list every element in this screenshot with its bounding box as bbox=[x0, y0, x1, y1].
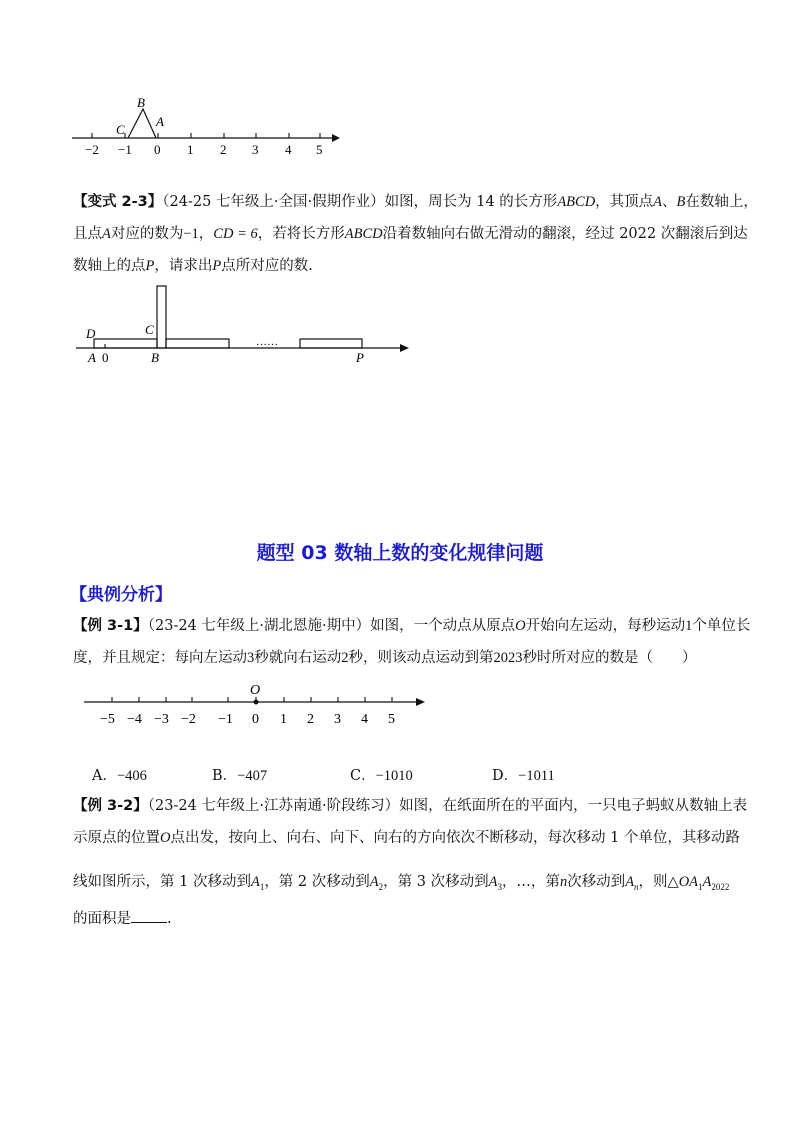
fig3-origin-label: O bbox=[250, 683, 261, 698]
fig1-tick-label: −2 bbox=[85, 142, 99, 157]
math-equation: CD = 6 bbox=[213, 226, 258, 242]
text: 在数轴上， bbox=[685, 194, 758, 210]
text: ，请求出 bbox=[154, 258, 213, 274]
example-3-2 bbox=[73, 790, 748, 935]
option-value: −407 bbox=[237, 768, 268, 784]
text: 示原点的位置 bbox=[73, 830, 160, 846]
fig2-dots: …… bbox=[256, 336, 278, 348]
math-point: A bbox=[102, 226, 111, 242]
fig1-tick-label: −1 bbox=[118, 142, 132, 157]
text: 点所对应的数. bbox=[221, 258, 313, 274]
subscript: 3 bbox=[497, 881, 502, 892]
variant-2-3 bbox=[73, 186, 758, 282]
fig2-label-a: A bbox=[88, 350, 96, 365]
origin-point bbox=[254, 700, 259, 705]
fig2-label-c: C bbox=[145, 322, 154, 337]
fig2-label-zero: 0 bbox=[102, 350, 109, 365]
answer-blank[interactable] bbox=[131, 908, 167, 923]
option-letter: B． bbox=[212, 768, 238, 784]
math-point: P bbox=[212, 258, 222, 274]
fig3-tick-label: 1 bbox=[280, 712, 287, 727]
fig1-label-b: B bbox=[137, 95, 145, 110]
subscript: 1 bbox=[259, 881, 265, 892]
subscript: 1 bbox=[698, 881, 703, 892]
fig1-tick-label: 1 bbox=[187, 142, 194, 157]
fig1-tick-label: 2 bbox=[220, 142, 227, 157]
fig3-tick-label: −4 bbox=[127, 712, 142, 727]
text: ，第 3 次移动到 bbox=[383, 874, 489, 890]
subscript: 2022 bbox=[711, 881, 730, 892]
math-number: 1 bbox=[685, 618, 693, 634]
fig2-label-p: P bbox=[356, 350, 364, 365]
text: 对应的数为 bbox=[110, 226, 184, 242]
text: 数轴上的点 bbox=[73, 258, 146, 274]
section-heading: 题型 03 数轴上数的变化规律问题 bbox=[256, 542, 544, 564]
fig1-tick-label: 3 bbox=[252, 142, 259, 157]
text: 沿着数轴向右做无滑动的翻滚，经过 2022 次翻滚后到达 bbox=[382, 226, 748, 242]
text: 且点 bbox=[73, 226, 102, 242]
math-number: 2 bbox=[341, 650, 349, 666]
text: 开始向左运动，每秒运动 bbox=[525, 618, 686, 634]
option-letter: C． bbox=[350, 768, 376, 784]
option-b[interactable] bbox=[212, 764, 267, 785]
fig2-label-b: B bbox=[151, 350, 159, 365]
math-number: 3 bbox=[247, 650, 255, 666]
figure-number-line-origin bbox=[80, 678, 430, 738]
option-letter: D． bbox=[492, 768, 519, 784]
fig3-tick-label: 5 bbox=[388, 712, 395, 727]
option-d[interactable] bbox=[492, 764, 555, 785]
text: 如图，周长为 14 的长方形 bbox=[384, 194, 558, 210]
example-3-1 bbox=[73, 610, 751, 674]
text: ，则 bbox=[638, 874, 668, 890]
option-c[interactable] bbox=[350, 764, 413, 785]
fig3-tick-label: 3 bbox=[334, 712, 341, 727]
fig3-tick-label: 0 bbox=[252, 712, 259, 727]
fig3-tick-label: 2 bbox=[307, 712, 314, 727]
text: ，第 2 次移动到 bbox=[264, 874, 370, 890]
option-value: −406 bbox=[116, 768, 147, 784]
math-point: A bbox=[653, 194, 663, 210]
option-a[interactable] bbox=[92, 764, 147, 785]
fig1-tick-label: 0 bbox=[154, 142, 161, 157]
math-point: O bbox=[160, 830, 171, 846]
math-triangle: △OA bbox=[667, 874, 699, 890]
fig3-tick-label: −3 bbox=[154, 712, 169, 727]
text: 个单位长 bbox=[692, 618, 751, 634]
text: ， bbox=[198, 226, 214, 242]
text: 线如图所示，第 1 次移动到 bbox=[73, 874, 251, 890]
fig1-tick-label: 4 bbox=[285, 142, 292, 157]
fig3-tick-label: −2 bbox=[181, 712, 196, 727]
variant-tag: 【变式 2-3】 bbox=[73, 194, 163, 210]
fig2-label-d: D bbox=[86, 326, 96, 341]
example-tag: 【例 3-1】 bbox=[73, 618, 148, 634]
example-source: （23-24 七年级上·湖北恩施·期中） bbox=[147, 618, 371, 634]
text: ，…，第 bbox=[501, 874, 560, 890]
math-point: A bbox=[488, 874, 498, 890]
math-variable: n bbox=[559, 874, 568, 890]
text: 秒，则该动点运动到第 bbox=[348, 650, 494, 666]
math-point: O bbox=[515, 618, 526, 634]
text: 如图，一个动点从原点 bbox=[370, 618, 516, 634]
math-point: A bbox=[369, 874, 379, 890]
math-rect: ABCD bbox=[557, 194, 596, 210]
fig3-tick-label: 4 bbox=[361, 712, 368, 727]
text: 、 bbox=[662, 194, 677, 210]
math-point: P bbox=[145, 258, 155, 274]
fig1-tick-label: 5 bbox=[316, 142, 323, 157]
example-tag: 【例 3-2】 bbox=[73, 798, 148, 814]
text: 点出发，按向上、向右、向下、向右的方向依次不断移动，每次移动 1 个单位，其移动路 bbox=[170, 830, 740, 846]
math-number: −1 bbox=[183, 226, 199, 242]
subscript: n bbox=[634, 881, 639, 892]
math-point: A bbox=[625, 874, 635, 890]
subscript: 2 bbox=[378, 881, 384, 892]
text: . bbox=[167, 910, 172, 927]
math-point: B bbox=[676, 194, 686, 210]
option-value: −1011 bbox=[518, 768, 555, 784]
math-point: A bbox=[702, 874, 712, 890]
section-typical-analysis: 【典例分析】 bbox=[70, 585, 172, 605]
text: 如图，在纸面所在的平面内，一只电子蚂蚁从数轴上表 bbox=[399, 798, 748, 814]
variant-source: （24-25 七年级上·全国·假期作业） bbox=[162, 194, 385, 210]
math-number: 2023 bbox=[493, 650, 523, 666]
text: ，其顶点 bbox=[595, 194, 654, 210]
figure-rolling-rectangle bbox=[72, 282, 417, 372]
option-letter: A． bbox=[92, 768, 117, 784]
example-source: （23-24 七年级上·江苏南通·阶段练习） bbox=[147, 798, 400, 814]
option-value: −1010 bbox=[375, 768, 413, 784]
text: 度，并且规定：每向左运动 bbox=[73, 650, 247, 666]
fig1-label-a: A bbox=[156, 114, 164, 129]
text: 次移动到 bbox=[567, 874, 626, 890]
math-rect: ABCD bbox=[344, 226, 383, 242]
figure-number-line-triangle bbox=[70, 92, 350, 162]
text: 秒时所对应的数是（ ） bbox=[522, 650, 697, 666]
math-point: A bbox=[250, 874, 260, 890]
text: ，若将长方形 bbox=[257, 226, 345, 242]
fig3-tick-label: −5 bbox=[100, 712, 115, 727]
fig1-label-c: C bbox=[116, 122, 125, 137]
text: 的面积是 bbox=[73, 910, 131, 927]
text: 秒就向右运动 bbox=[254, 650, 342, 666]
fig3-tick-label: −1 bbox=[218, 712, 233, 727]
